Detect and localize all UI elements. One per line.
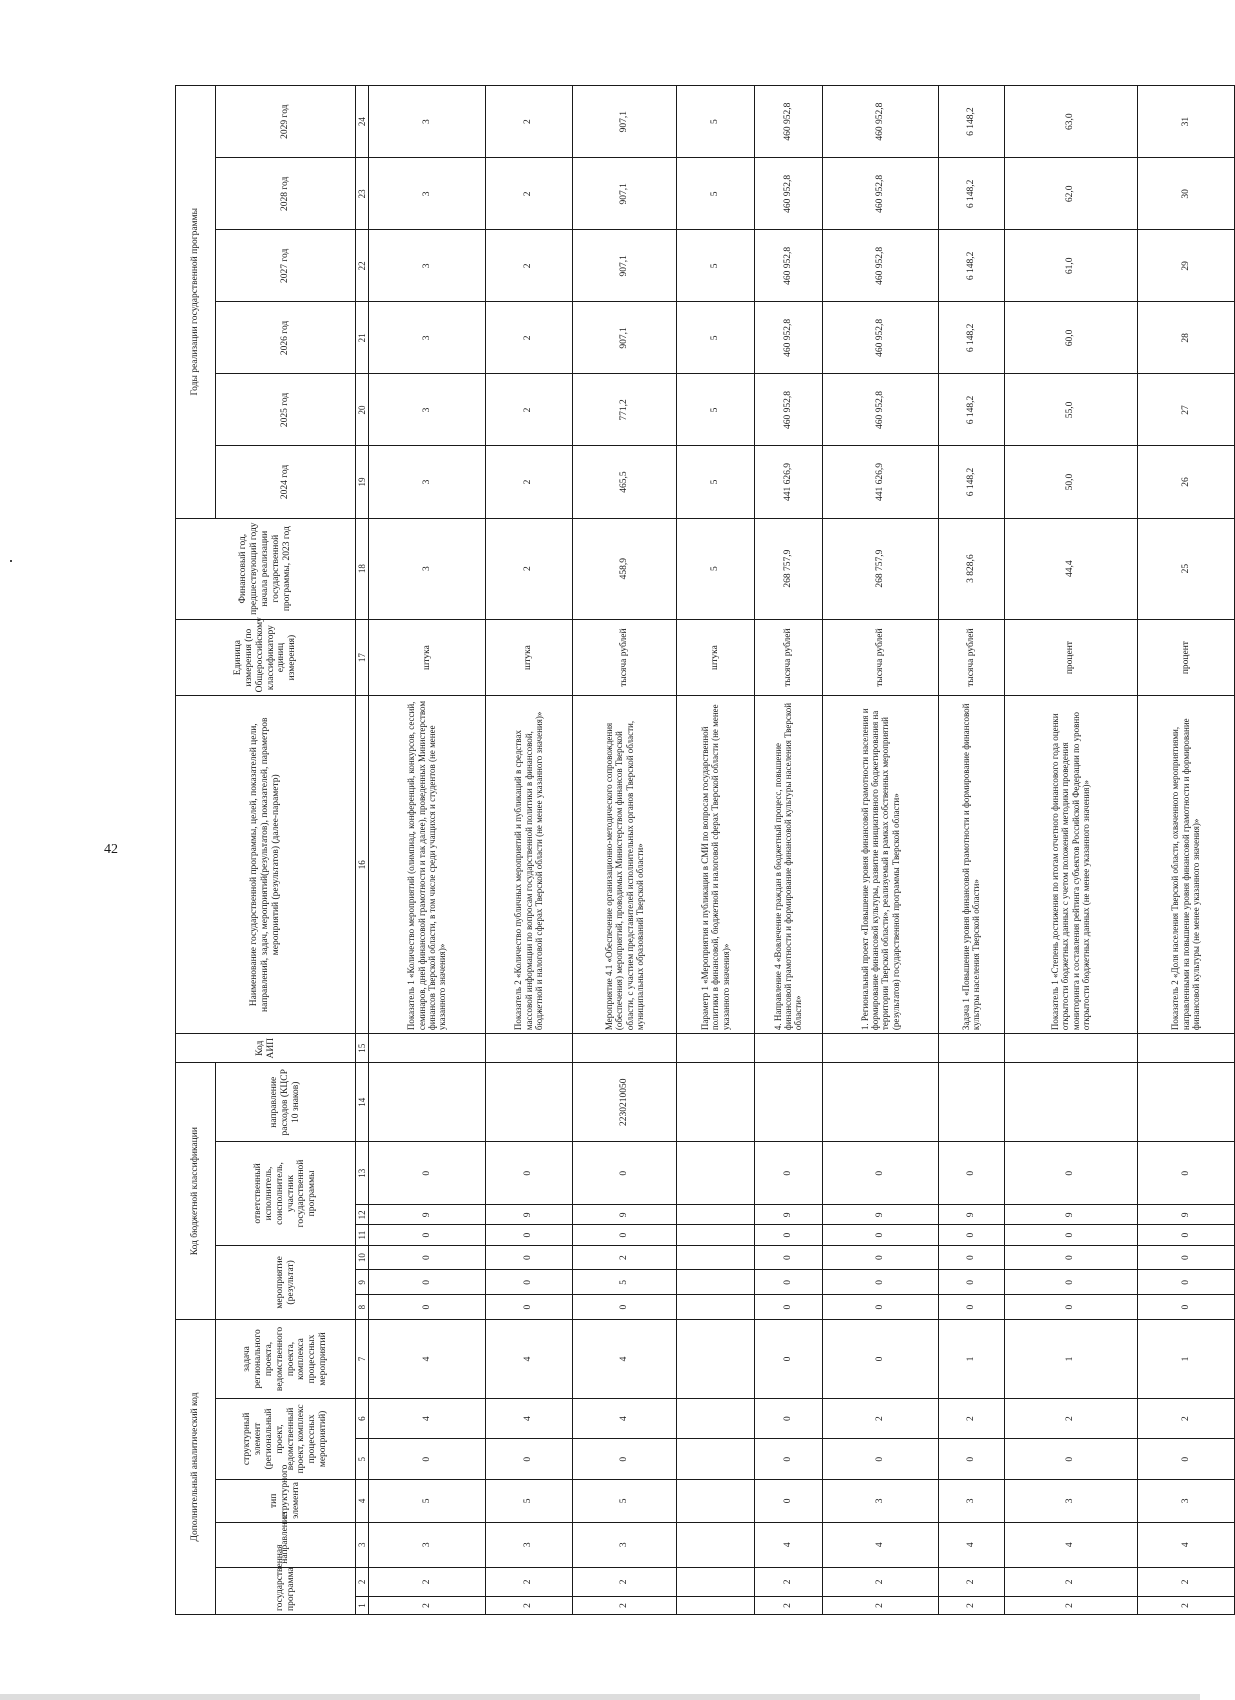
- table-cell: процент: [1004, 619, 1137, 696]
- table-cell: [677, 1398, 755, 1439]
- table-cell: 0: [1004, 1270, 1137, 1295]
- table-cell: 9: [485, 1205, 572, 1225]
- table-cell: 2: [369, 1567, 485, 1596]
- table-cell: тысяча рублей: [573, 619, 677, 696]
- table-cell: 3: [1137, 1479, 1234, 1522]
- header-task: задача регионального проекта, ведомственного проекта, комплекса процессных мероприятий: [216, 1320, 356, 1399]
- column-number: 9: [356, 1270, 369, 1295]
- table-cell: [485, 1063, 572, 1142]
- table-cell: [677, 1320, 755, 1399]
- table-cell: [1137, 1063, 1234, 1142]
- table-cell: 9: [369, 1205, 485, 1225]
- header-state-program: государственная программа: [216, 1567, 356, 1614]
- row-name-cell: Показатель 1 «Количество мероприятий (олимпиад, конференций, конкурсов, сессий, семинаров, дней финансовой грамотности и так далее), проведенных Министерством финансов Тверской области, в том числе среди учащихся и студентов (не менее указанного значения)»: [369, 696, 485, 1034]
- table-cell: 460 952,8: [822, 86, 938, 158]
- table-cell: 5: [677, 86, 755, 158]
- table-cell: 0: [369, 1245, 485, 1270]
- table-cell: 61,0: [1004, 230, 1137, 302]
- table-cell: 6 148,2: [939, 158, 1004, 230]
- table-cell: 26: [1137, 446, 1234, 518]
- table-cell: 5: [677, 518, 755, 619]
- table-cell: 0: [822, 1320, 938, 1399]
- table-cell: 9: [822, 1205, 938, 1225]
- table-cell: [939, 1063, 1004, 1142]
- table-cell: 0: [939, 1225, 1004, 1245]
- table-cell: 4: [822, 1522, 938, 1567]
- table-cell: 9: [1137, 1205, 1234, 1225]
- table-cell: 4: [1004, 1522, 1137, 1567]
- table-cell: 0: [1137, 1142, 1234, 1205]
- header-year-2027: 2027 год: [216, 230, 356, 302]
- table-cell: 3: [369, 86, 485, 158]
- table-cell: 1: [1137, 1320, 1234, 1399]
- header-name: Наименование государственной программы, целей, показателей цели, направлений, задач, мероприятий(результатов), показателей, параметров мероприятий (результатов) (далее-параметр): [176, 696, 356, 1034]
- table-cell: 2: [1137, 1567, 1234, 1596]
- table-cell: [677, 1245, 755, 1270]
- table-body: [369, 86, 1235, 1615]
- table-cell: 2230210050: [573, 1063, 677, 1142]
- table-cell: [822, 1063, 938, 1142]
- header-year-2025: 2025 год: [216, 374, 356, 446]
- table-cell: 0: [1137, 1439, 1234, 1480]
- table-cell: 0: [485, 1439, 572, 1480]
- table-cell: 907,1: [573, 230, 677, 302]
- table-cell: 4: [573, 1320, 677, 1399]
- table-cell: 0: [754, 1320, 822, 1399]
- table-cell: 907,1: [573, 158, 677, 230]
- table-row: [573, 86, 677, 1615]
- header-year-2028: 2028 год: [216, 158, 356, 230]
- table-row: [822, 86, 938, 1615]
- table-cell: 28: [1137, 302, 1234, 374]
- header-expense-direction: направление расходов (КЦСР 10 знаков): [216, 1063, 356, 1142]
- table-cell: [677, 1270, 755, 1295]
- table-cell: 5: [369, 1479, 485, 1522]
- row-name-cell: 1. Региональный проект «Повышение уровня финансовой грамотности населения и формирование финансовой культуры, развитие инициативного бюджетирования на территории Тверской области», реализуемый в рамках собственных мероприятий (результатов) государственной программы Тверской области»: [822, 696, 938, 1034]
- table-cell: 0: [939, 1270, 1004, 1295]
- table-cell: 0: [1137, 1270, 1234, 1295]
- table-cell: [677, 1439, 755, 1480]
- column-number: 18: [356, 518, 369, 619]
- table-cell: 44,4: [1004, 518, 1137, 619]
- table-cell: штука: [677, 619, 755, 696]
- column-number: 5: [356, 1439, 369, 1480]
- table-cell: 0: [1004, 1225, 1137, 1245]
- table-cell: 460 952,8: [754, 86, 822, 158]
- column-number: 13: [356, 1142, 369, 1205]
- table-cell: 5: [677, 302, 755, 374]
- column-number: 20: [356, 374, 369, 446]
- row-name-cell: 4. Направление 4 «Вовлечение граждан в бюджетный процесс, повышение финансовой грамотности и формирование финансовой культуры населения Тверской области»: [754, 696, 822, 1034]
- table-cell: 0: [754, 1295, 822, 1320]
- table-cell: 2: [573, 1567, 677, 1596]
- header-element-type: тип структурного элемента: [216, 1479, 356, 1522]
- table-cell: 268 757,9: [754, 518, 822, 619]
- table-cell: 2: [485, 518, 572, 619]
- table-row: [1137, 86, 1234, 1615]
- table-cell: 465,5: [573, 446, 677, 518]
- table-row: [754, 86, 822, 1615]
- row-name-cell: Показатель 2 «Количество публичных мероприятий и публикаций в средствах массовой информации по вопросам государственной политики в финансовой, бюджетной и налоговой сферах Тверской области (не менее указанного значения)»: [485, 696, 572, 1034]
- column-number: 12: [356, 1205, 369, 1225]
- table-row: [485, 86, 572, 1615]
- table-cell: [677, 1567, 755, 1596]
- table-cell: 2: [939, 1567, 1004, 1596]
- table-cell: 2: [369, 1597, 485, 1615]
- table-cell: [677, 1522, 755, 1567]
- table-cell: 0: [485, 1295, 572, 1320]
- table-cell: 460 952,8: [754, 302, 822, 374]
- table-cell: 2: [1004, 1398, 1137, 1439]
- table-cell: 0: [822, 1439, 938, 1480]
- table-cell: 0: [573, 1439, 677, 1480]
- table-cell: 4: [485, 1398, 572, 1439]
- table-cell: [369, 1063, 485, 1142]
- column-number: 15: [356, 1034, 369, 1063]
- table-cell: 3: [573, 1522, 677, 1567]
- table-cell: 5: [677, 158, 755, 230]
- column-number: 24: [356, 86, 369, 158]
- scan-edge: [0, 1694, 1200, 1700]
- header-additional-code: Дополнительный аналитический код: [176, 1320, 216, 1615]
- row-name-cell: Показатель 1 «Степень достижения по итогам отчетного финансового года оценки открытости бюджетных данных с учетом положений методики проведения мониторинга и составления рейтинга субъектов Российской Федерации по уровню открытости бюджетных данных (не менее указанного значения)»: [1004, 696, 1137, 1034]
- table-cell: [369, 1034, 485, 1063]
- table-cell: 2: [1004, 1567, 1137, 1596]
- table-cell: 2: [822, 1597, 938, 1615]
- column-number: 23: [356, 158, 369, 230]
- table-cell: 0: [573, 1142, 677, 1205]
- table-cell: 6 148,2: [939, 446, 1004, 518]
- table-cell: 31: [1137, 86, 1234, 158]
- table-cell: 4: [369, 1320, 485, 1399]
- table-cell: [1004, 1034, 1137, 1063]
- column-number: 8: [356, 1295, 369, 1320]
- table-cell: 460 952,8: [754, 158, 822, 230]
- column-number: 1: [356, 1597, 369, 1615]
- table-cell: 460 952,8: [754, 374, 822, 446]
- table-cell: 2: [939, 1398, 1004, 1439]
- table-cell: 0: [754, 1225, 822, 1245]
- table-cell: 2: [573, 1245, 677, 1270]
- table-cell: 60,0: [1004, 302, 1137, 374]
- header-year-2029: 2029 год: [216, 86, 356, 158]
- table-cell: 62,0: [1004, 158, 1137, 230]
- scan-mark: [10, 560, 12, 562]
- table-cell: 30: [1137, 158, 1234, 230]
- table-cell: 2: [754, 1597, 822, 1615]
- table-cell: 50,0: [1004, 446, 1137, 518]
- table-cell: тысяча рублей: [939, 619, 1004, 696]
- table-cell: штука: [369, 619, 485, 696]
- table-cell: [754, 1034, 822, 1063]
- table-row: [677, 86, 755, 1615]
- column-number: 4: [356, 1479, 369, 1522]
- table-cell: 2: [1137, 1597, 1234, 1615]
- column-number: 11: [356, 1225, 369, 1245]
- table-cell: 0: [369, 1225, 485, 1245]
- table-cell: 2: [485, 1597, 572, 1615]
- table-cell: 6 148,2: [939, 230, 1004, 302]
- table-cell: 4: [754, 1522, 822, 1567]
- header-executor: ответственный исполнитель, соисполнитель, участник государственной программы: [216, 1142, 356, 1246]
- table-cell: 6 148,2: [939, 302, 1004, 374]
- header-measure: мероприятие (результат): [216, 1245, 356, 1319]
- column-number: 16: [356, 696, 369, 1034]
- table-cell: [485, 1034, 572, 1063]
- table-cell: 25: [1137, 518, 1234, 619]
- column-number: 7: [356, 1320, 369, 1399]
- table-cell: 0: [485, 1270, 572, 1295]
- table-cell: 2: [573, 1597, 677, 1615]
- table-cell: [677, 1034, 755, 1063]
- table-cell: 0: [369, 1295, 485, 1320]
- table-cell: 63,0: [1004, 86, 1137, 158]
- table-cell: 0: [485, 1225, 572, 1245]
- table-cell: 5: [485, 1479, 572, 1522]
- table-cell: 3: [369, 446, 485, 518]
- column-number-row: [356, 86, 369, 1615]
- table-cell: 3: [822, 1479, 938, 1522]
- table-cell: 441 626,9: [754, 446, 822, 518]
- table-cell: 1: [939, 1320, 1004, 1399]
- table-cell: 771,2: [573, 374, 677, 446]
- table-cell: 4: [939, 1522, 1004, 1567]
- table-cell: 0: [822, 1270, 938, 1295]
- table-cell: 2: [822, 1398, 938, 1439]
- column-number: 22: [356, 230, 369, 302]
- table-cell: 3: [369, 518, 485, 619]
- header-year-2026: 2026 год: [216, 302, 356, 374]
- table-cell: 460 952,8: [822, 158, 938, 230]
- table-cell: 0: [573, 1225, 677, 1245]
- table-cell: [677, 1205, 755, 1225]
- table-cell: [677, 1597, 755, 1615]
- table-cell: 5: [573, 1270, 677, 1295]
- table-cell: 2: [485, 302, 572, 374]
- table-cell: тысяча рублей: [822, 619, 938, 696]
- table-cell: 0: [754, 1479, 822, 1522]
- table-cell: 458,9: [573, 518, 677, 619]
- table-cell: процент: [1137, 619, 1234, 696]
- table-cell: 0: [1004, 1142, 1137, 1205]
- table-row: [1004, 86, 1137, 1615]
- table-cell: 0: [822, 1295, 938, 1320]
- row-name-cell: Параметр 1 «Мероприятия и публикации в СМИ по вопросам государственной политики в финансовой, бюджетной и налоговой сферах Тверской области (не менее указанного значения)»: [677, 696, 755, 1034]
- table-cell: 2: [1137, 1398, 1234, 1439]
- table-row: [939, 86, 1004, 1615]
- table-cell: 3: [369, 302, 485, 374]
- table-cell: 3: [369, 374, 485, 446]
- header-structural-element: структурный элемент (региональный проект, ведомственный проект, комплекс процессных мероприятий): [216, 1398, 356, 1479]
- table-cell: 5: [573, 1479, 677, 1522]
- table-cell: 460 952,8: [822, 230, 938, 302]
- table-cell: 441 626,9: [822, 446, 938, 518]
- table-cell: 0: [369, 1270, 485, 1295]
- table-cell: 0: [573, 1295, 677, 1320]
- page-number: 42: [104, 842, 118, 857]
- table-cell: 0: [754, 1270, 822, 1295]
- column-number: 17: [356, 619, 369, 696]
- table-cell: 0: [1004, 1295, 1137, 1320]
- table-cell: 907,1: [573, 86, 677, 158]
- table-cell: 0: [1137, 1295, 1234, 1320]
- table-cell: 3: [485, 1522, 572, 1567]
- row-name-cell: Задача 1 «Повышение уровня финансовой грамотности и формирование финансовой культуры населения Тверской области»: [939, 696, 1004, 1034]
- table-cell: [677, 1063, 755, 1142]
- table-cell: 5: [677, 230, 755, 302]
- column-number: 2: [356, 1567, 369, 1596]
- row-name-cell: Мероприятие 4.1 «Обеспечение организационно-методического сопровождения (обеспечения) мероприятий, проводимых Министерством финансов Тверской области, с участием представителей исполнительных органов Тверской области, муниципальных образований Тверской области»: [573, 696, 677, 1034]
- header-aip-code: Код АИП: [176, 1034, 356, 1063]
- table-cell: 2: [485, 86, 572, 158]
- table-cell: 3: [1004, 1479, 1137, 1522]
- table-cell: 27: [1137, 374, 1234, 446]
- table-cell: 2: [939, 1597, 1004, 1615]
- table-row: [369, 86, 485, 1615]
- header-base-year: Финансовый год, предшествующий году начала реализации государственной программы, 2023 год: [176, 518, 356, 619]
- table-cell: 2: [485, 446, 572, 518]
- program-table: [175, 85, 1235, 1615]
- column-number: 3: [356, 1522, 369, 1567]
- table-cell: 0: [485, 1245, 572, 1270]
- column-number: 19: [356, 446, 369, 518]
- table-cell: 6 148,2: [939, 374, 1004, 446]
- table-cell: [754, 1063, 822, 1142]
- table-cell: 9: [939, 1205, 1004, 1225]
- table-cell: 5: [677, 374, 755, 446]
- table-cell: 3: [369, 158, 485, 230]
- table-cell: 0: [485, 1142, 572, 1205]
- table-cell: 0: [939, 1245, 1004, 1270]
- table-cell: 0: [939, 1295, 1004, 1320]
- table-cell: 460 952,8: [822, 302, 938, 374]
- table-cell: 4: [573, 1398, 677, 1439]
- table-cell: [677, 1479, 755, 1522]
- table-cell: 4: [485, 1320, 572, 1399]
- table-cell: 0: [939, 1439, 1004, 1480]
- row-name-cell: Показатель 2 «Доля населения Тверской области, охваченного мероприятиями, направленными на повышение уровня финансовой грамотности и формирование финансовой культуры (не менее указанного значения)»: [1137, 696, 1234, 1034]
- table-cell: 0: [939, 1142, 1004, 1205]
- column-number: 6: [356, 1398, 369, 1439]
- table-cell: 0: [1137, 1225, 1234, 1245]
- table-cell: 3: [939, 1479, 1004, 1522]
- table-cell: 4: [1137, 1522, 1234, 1567]
- table-cell: 0: [822, 1225, 938, 1245]
- table-cell: [677, 1295, 755, 1320]
- table-cell: [822, 1034, 938, 1063]
- table-cell: [1137, 1034, 1234, 1063]
- table-cell: 5: [677, 446, 755, 518]
- table-cell: [939, 1034, 1004, 1063]
- table-cell: 6 148,2: [939, 86, 1004, 158]
- table-cell: 4: [369, 1398, 485, 1439]
- table-cell: [573, 1034, 677, 1063]
- table-cell: 3: [369, 230, 485, 302]
- column-number: 10: [356, 1245, 369, 1270]
- table-cell: 2: [754, 1567, 822, 1596]
- column-number: 14: [356, 1063, 369, 1142]
- header-year-2024: 2024 год: [216, 446, 356, 518]
- header-budget-code: Код бюджетной классификации: [176, 1063, 216, 1320]
- table-cell: 0: [369, 1439, 485, 1480]
- table-cell: 0: [1137, 1245, 1234, 1270]
- table-cell: 3: [369, 1522, 485, 1567]
- table-cell: 0: [369, 1142, 485, 1205]
- table-cell: тысяча рублей: [754, 619, 822, 696]
- table-cell: 3 828,6: [939, 518, 1004, 619]
- header-direction: направление: [216, 1522, 356, 1567]
- table-cell: 0: [1004, 1245, 1137, 1270]
- table-cell: штука: [485, 619, 572, 696]
- table-cell: 29: [1137, 230, 1234, 302]
- table-cell: 0: [754, 1398, 822, 1439]
- table-cell: 0: [822, 1142, 938, 1205]
- header-years-group: Годы реализации государственной программы: [176, 86, 216, 519]
- table-cell: 1: [1004, 1320, 1137, 1399]
- table-cell: 2: [1004, 1597, 1137, 1615]
- table-cell: 2: [485, 1567, 572, 1596]
- table-cell: 0: [754, 1245, 822, 1270]
- table-cell: 0: [754, 1439, 822, 1480]
- table-cell: [1004, 1063, 1137, 1142]
- table-cell: 460 952,8: [822, 374, 938, 446]
- table-cell: [677, 1225, 755, 1245]
- table-cell: 0: [1004, 1439, 1137, 1480]
- table-cell: 0: [822, 1245, 938, 1270]
- table-cell: 9: [754, 1205, 822, 1225]
- table-cell: 268 757,9: [822, 518, 938, 619]
- column-number: 21: [356, 302, 369, 374]
- table-cell: 2: [485, 374, 572, 446]
- table-cell: 460 952,8: [754, 230, 822, 302]
- table-cell: 2: [822, 1567, 938, 1596]
- table-cell: 907,1: [573, 302, 677, 374]
- program-table-sheet: [175, 85, 1235, 1615]
- table-cell: 55,0: [1004, 374, 1137, 446]
- table-cell: [677, 1142, 755, 1205]
- table-cell: 9: [1004, 1205, 1137, 1225]
- table-cell: 2: [485, 158, 572, 230]
- table-cell: 2: [485, 230, 572, 302]
- header-unit: Единица измерения (по Общероссийскому классификатору единиц измерения): [176, 619, 356, 696]
- table-cell: 9: [573, 1205, 677, 1225]
- table-cell: 0: [754, 1142, 822, 1205]
